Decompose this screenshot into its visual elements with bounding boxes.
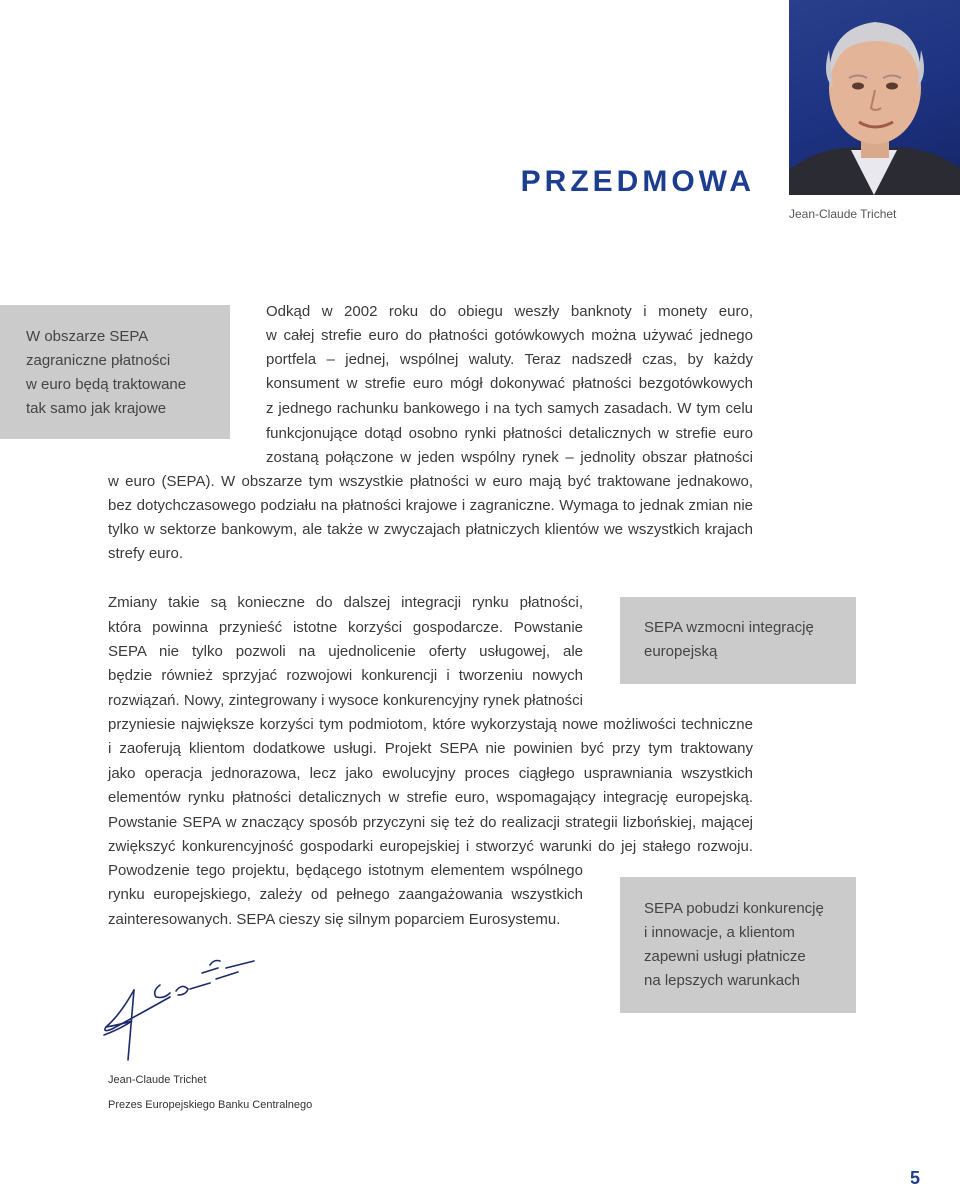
- signature-role: Prezes Europejskiego Banku Centralnego: [108, 1099, 313, 1111]
- text-line: SEPA nie tylko pozwoli na ujednolicenie oferty usługowej, ale: [108, 643, 583, 660]
- quote-line: tak samo jak krajowe: [26, 400, 167, 417]
- text-line: zwiększyć konkurencyjność gospodarki europejskiej i stworzyć warunki do jej stałego rozwoju.: [108, 838, 753, 855]
- text-line: rynku europejskiego, zależy od pełnego zaangażowania wszystkich: [108, 886, 583, 903]
- signature-name: Jean-Claude Trichet: [108, 1074, 207, 1086]
- text-line: w euro (SEPA). W obszarze tym wszystkie płatności w euro mają być traktowane jednakowo,: [108, 473, 753, 490]
- text-line: Powodzenie tego projektu, będącego istotnym elementem wspólnego: [108, 862, 583, 879]
- text-line: tylko w sektorze bankowym, ale także w zwyczajach płatniczych klientów we wszystkich krajach: [108, 521, 753, 538]
- quote-line: w euro będą traktowane: [26, 376, 187, 393]
- portrait-illustration: [789, 0, 960, 195]
- text-line: zainteresowanych. SEPA cieszy się silnym poparciem Eurosystemu.: [108, 911, 561, 928]
- text-line: z jednego rachunku bankowego i na tych samych zasadach. W tym celu: [266, 400, 753, 417]
- text-line: jako operacja jednorazowa, lecz jako ewolucyjny proces ciągłego usprawniania wszystkich: [108, 765, 753, 782]
- text-line: zostaną połączone w jeden wspólny rynek – jednolity obszar płatności: [266, 449, 753, 466]
- text-line: i zaoferują klientom dodatkowe usługi. Projekt SEPA nie powinien być przy tym traktowany: [108, 740, 753, 757]
- text-line: bez dotychczasowego podziału na płatności krajowe i zagraniczne. Wymaga to jednak zmian nie: [108, 497, 753, 514]
- photo-caption: Jean-Claude Trichet: [789, 207, 897, 221]
- text-line: rozwiązań. Nowy, zintegrowany i wysoce konkurencyjny rynek płatności: [108, 692, 583, 709]
- page-number: 5: [910, 1168, 921, 1188]
- quote-line: W obszarze SEPA: [26, 328, 149, 345]
- text-line: elementów rynku płatności detalicznych w strefie euro, wspomagający integrację europejską.: [108, 789, 753, 806]
- quote-line: SEPA pobudzi konkurencję: [644, 900, 824, 917]
- text-line: Powstanie SEPA w znaczący sposób przyczyni się też do realizacji strategii lizbońskiej, mającej: [108, 814, 753, 831]
- quote-line: europejską: [644, 643, 718, 660]
- text-line: funkcjonujące dotąd osobno rynki płatności detalicznych w strefie euro: [266, 425, 753, 442]
- text-line: w całej strefie euro do płatności gotówkowych można używać jednego: [266, 327, 753, 344]
- text-line: strefy euro.: [108, 545, 184, 562]
- text-line: która powinna przynieść istotne korzyści gospodarcze. Powstanie: [108, 619, 583, 636]
- quote-line: na lepszych warunkach: [644, 972, 800, 989]
- text-line: Odkąd w 2002 roku do obiegu weszły banknoty i monety euro,: [266, 303, 753, 320]
- sidebar-quote-2: [620, 597, 856, 684]
- text-line: będzie również sprzyjać rozwojowi konkurencji i tworzeniu nowych: [108, 667, 583, 684]
- page-title: PRZEDMOWA: [520, 165, 755, 198]
- quote-line: SEPA wzmocni integrację: [644, 619, 814, 636]
- author-photo: [789, 0, 960, 195]
- sidebar-quote-1: [0, 305, 230, 439]
- text-line: przyniesie największe korzyści tym podmiotom, które wykorzystają nowe możliwości techniczne: [108, 716, 753, 733]
- sidebar-quote-3: [620, 877, 856, 1013]
- quote-line: zagraniczne płatności: [26, 352, 171, 369]
- text-line: Zmiany takie są konieczne do dalszej integracji rynku płatności,: [108, 594, 583, 611]
- quote-line: i innowacje, a klientom: [644, 924, 795, 941]
- quote-line: zapewni usługi płatnicze: [644, 948, 806, 965]
- handwritten-signature: [98, 935, 298, 1065]
- text-line: portfela – jednej, wspólnej waluty. Teraz nadszedł czas, by każdy: [266, 351, 753, 368]
- text-line: konsument w strefie euro mógł dokonywać płatności bezgotówkowych: [266, 375, 753, 392]
